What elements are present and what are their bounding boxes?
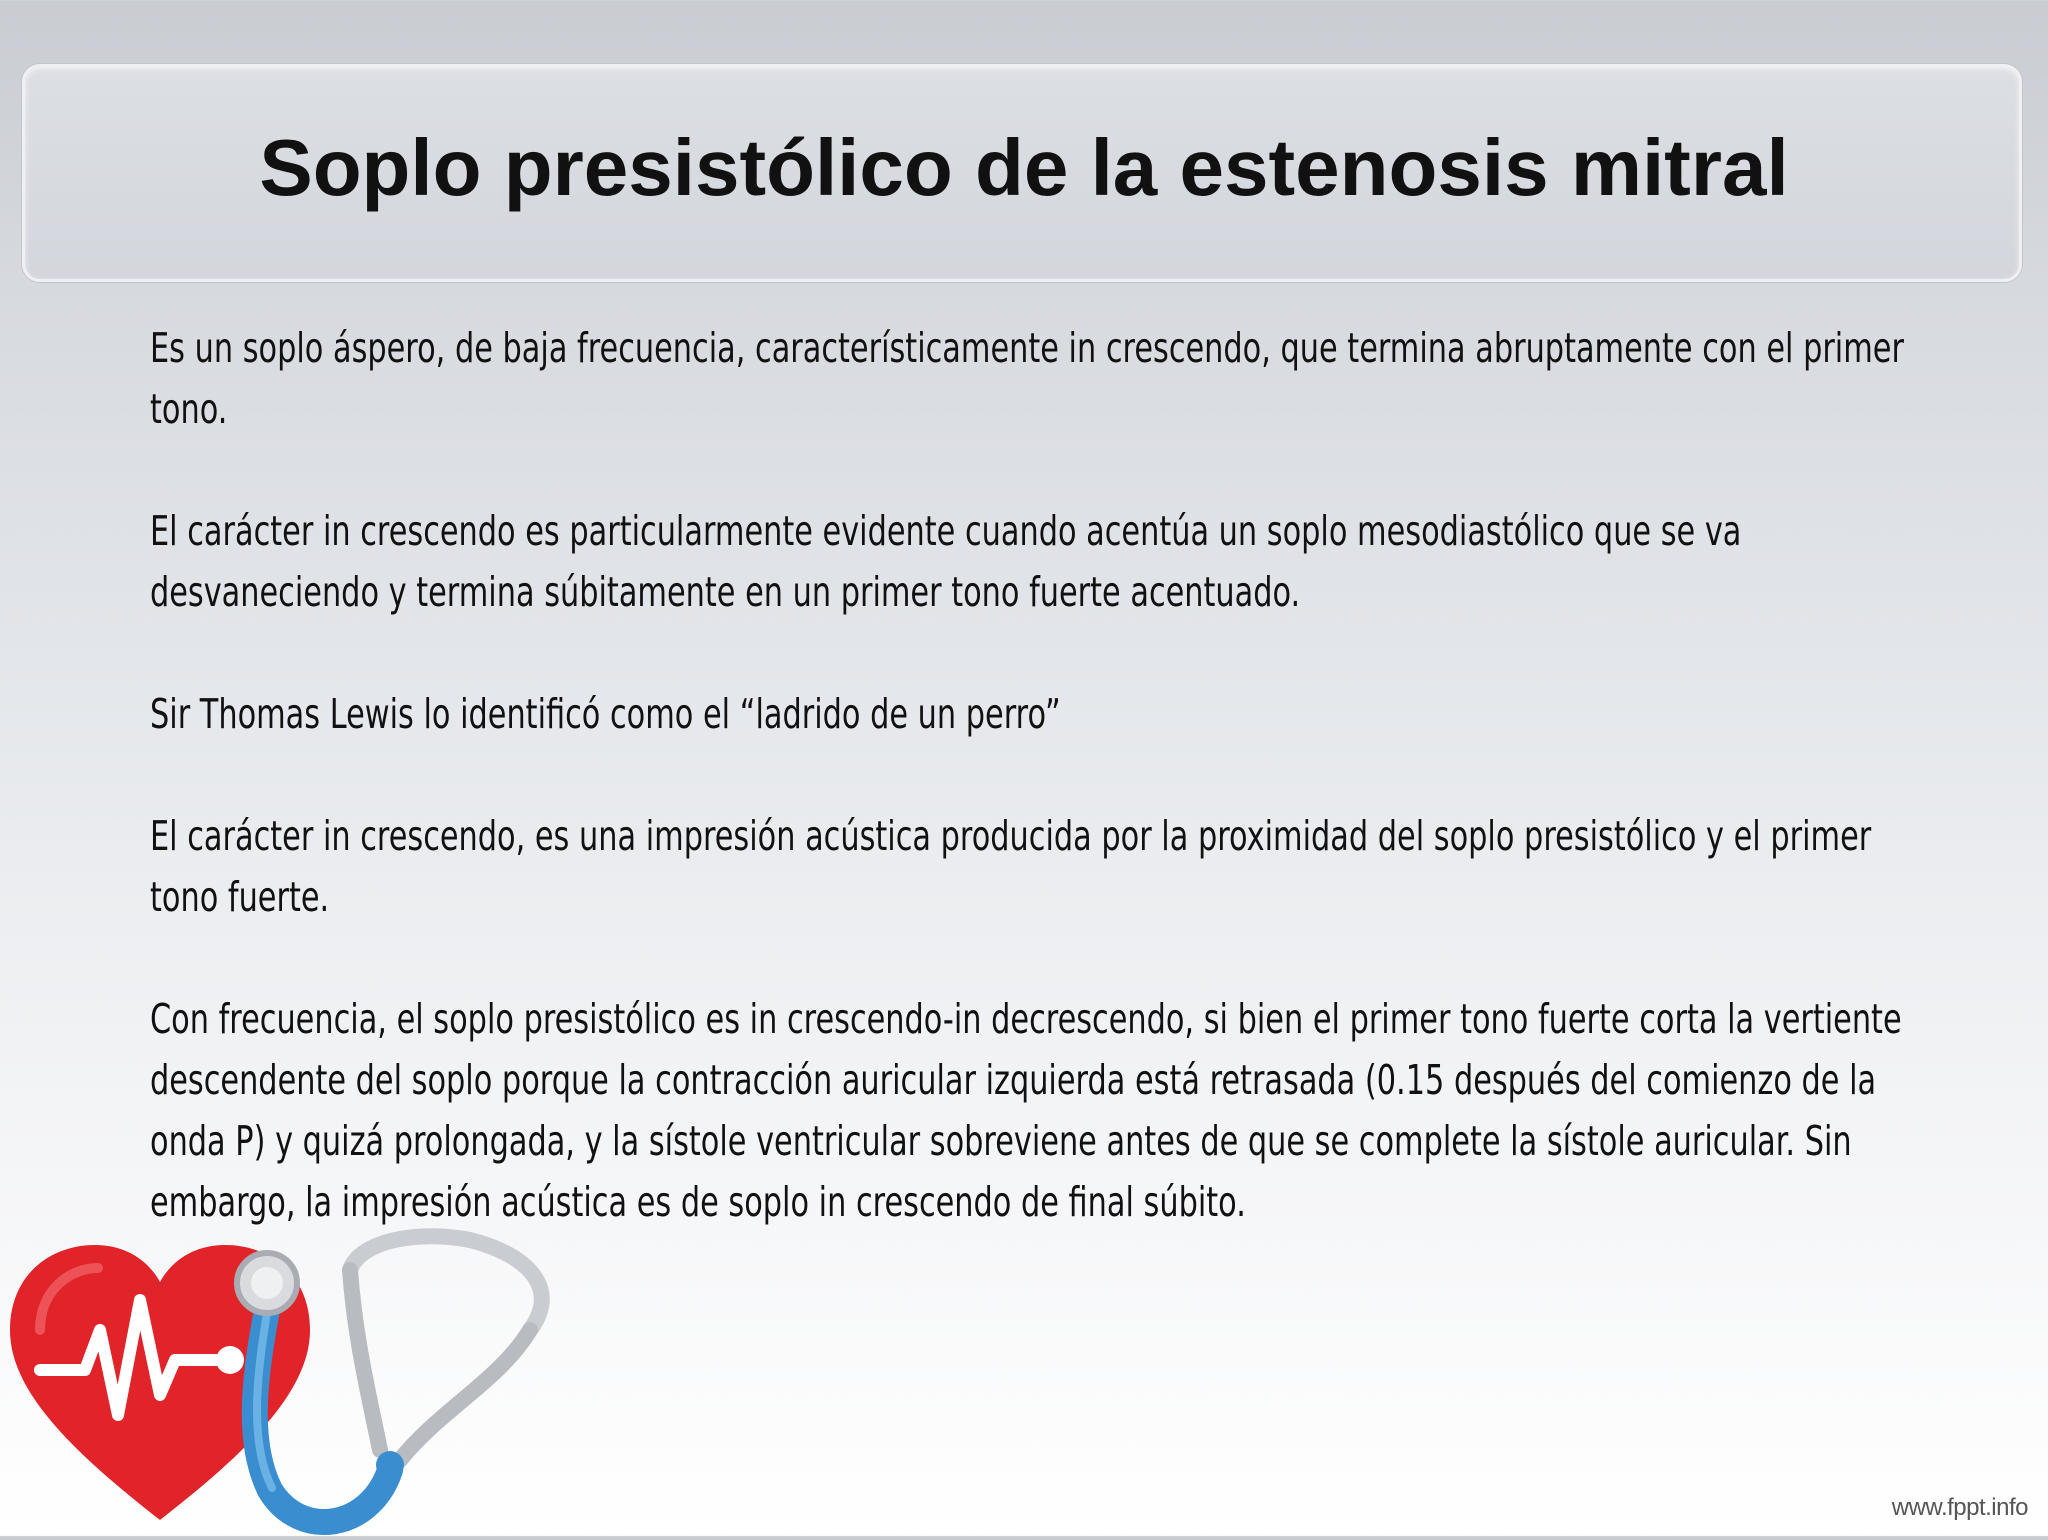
heart-stethoscope-logo	[0, 1220, 600, 1540]
paragraph-4: El carácter in crescendo, es una impresión acústica producida por la proximidad del soplo presistólico y el primer tono fuerte.	[150, 812, 1872, 921]
slide-body	[150, 318, 1910, 1294]
paragraph-5: Con frecuencia, el soplo presistólico es in crescendo-in decrescendo, si bien el primer tono fuerte corta la vertiente descendente del soplo porque la contracción auricular izquierda está retrasada (0.15 después del comienzo de la onda P) y quizá prolongada, y la sístole ventricular sobreviene antes de que se complete la sístole auricular. Sin embargo, la impresión acústica es de soplo in crescendo de final súbito.	[150, 995, 1902, 1226]
paragraph-2: El carácter in crescendo es particularmente evidente cuando acentúa un soplo mesodiastólico que se va desvaneciendo y termina súbitamente en un primer tono fuerte acentuado.	[150, 507, 1742, 616]
watermark: www.fppt.info	[1891, 1494, 2028, 1521]
slide-title: Soplo presistólico de la estenosis mitral	[259, 123, 1789, 212]
paragraph-3: Sir Thomas Lewis lo identificó como el “ladrido de un perro”	[150, 690, 1061, 738]
paragraph-1: Es un soplo áspero, de baja frecuencia, característicamente in crescendo, que termina abruptamente con el primer tono.	[150, 324, 1904, 433]
